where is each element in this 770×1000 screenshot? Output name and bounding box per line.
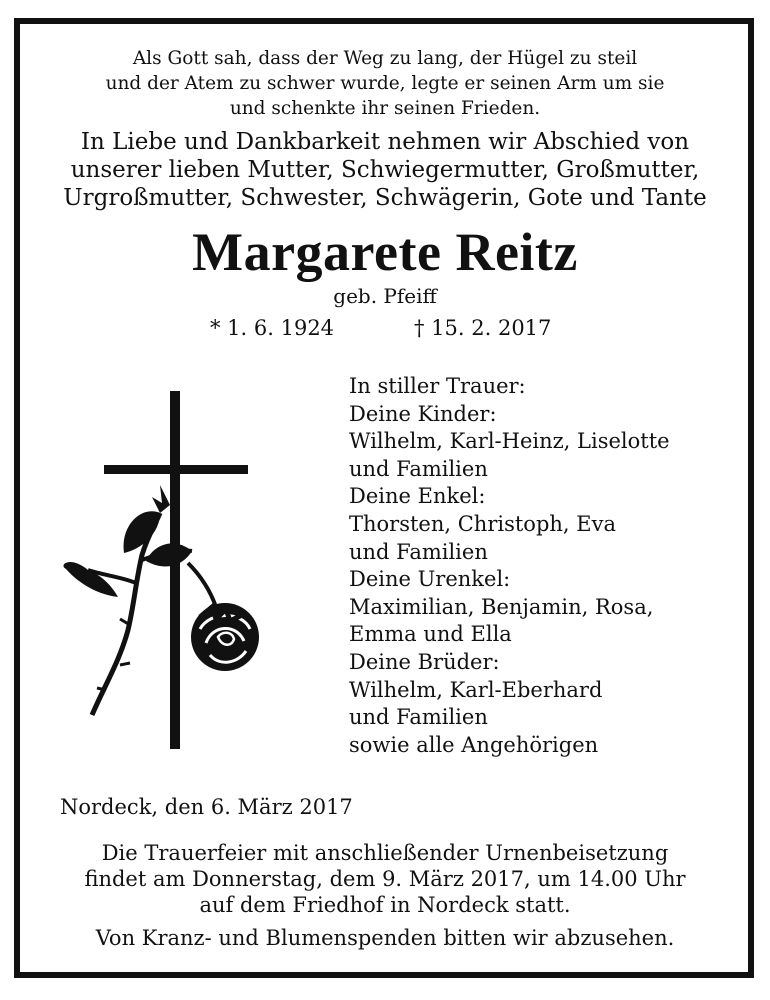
mourners-line: sowie alle Angehörigen	[349, 732, 599, 757]
mourners-line: Wilhelm, Karl-Heinz, Liselotte	[349, 429, 670, 454]
mourners-list	[349, 373, 670, 759]
maiden-name: geb. Pfeiff	[333, 284, 437, 308]
motto-line: und der Atem zu schwer wurde, legte er seinen Arm um sie	[105, 73, 665, 94]
mourners-line: Thorsten, Christoph, Eva	[349, 511, 616, 536]
funeral-line: findet am Donnerstag, dem 9. März 2017, um 14.00 Uhr	[84, 867, 686, 891]
motto-line: Als Gott sah, dass der Weg zu lang, der Hügel zu steil	[132, 48, 638, 69]
intro-line: unserer lieben Mutter, Schwiegermutter, Großmutter,	[70, 157, 700, 183]
mourners-line: Deine Kinder:	[349, 401, 497, 426]
funeral-line: auf dem Friedhof in Nordeck statt.	[199, 893, 571, 917]
mourners-line: und Familien	[349, 705, 488, 730]
intro-text	[20, 128, 750, 212]
motto-verse	[20, 46, 750, 121]
death-date: † 15. 2. 2017	[414, 316, 552, 340]
mourners-line: Deine Urenkel:	[349, 567, 511, 592]
funeral-line: Die Trauerfeier mit anschließender Urnenbeisetzung	[101, 841, 669, 865]
place-date: Nordeck, den 6. März 2017	[60, 795, 353, 819]
motto-line: und schenkte ihr seinen Frieden.	[229, 98, 541, 119]
intro-line: Urgroßmutter, Schwester, Schwägerin, Gote und Tante	[63, 185, 707, 211]
mourners-line: Deine Brüder:	[349, 649, 500, 674]
mourners-line: In stiller Trauer:	[349, 374, 526, 398]
cross-with-rose-icon	[60, 385, 280, 755]
mourners-line: Wilhelm, Karl-Eberhard	[349, 677, 603, 702]
mourners-line: und Familien	[349, 539, 488, 564]
mourners-line: Deine Enkel:	[349, 484, 486, 509]
funeral-notice	[20, 840, 750, 918]
mourners-line: Maximilian, Benjamin, Rosa,	[349, 594, 654, 619]
mourners-line: Emma und Ella	[349, 622, 512, 647]
mourners-line: und Familien	[349, 456, 488, 481]
birth-date: * 1. 6. 1924	[210, 316, 335, 340]
donation-request: Von Kranz- und Blumenspenden bitten wir abzusehen.	[95, 926, 675, 950]
deceased-name: Margarete Reitz	[192, 222, 578, 282]
intro-line: In Liebe und Dankbarkeit nehmen wir Abschied von	[80, 129, 690, 155]
